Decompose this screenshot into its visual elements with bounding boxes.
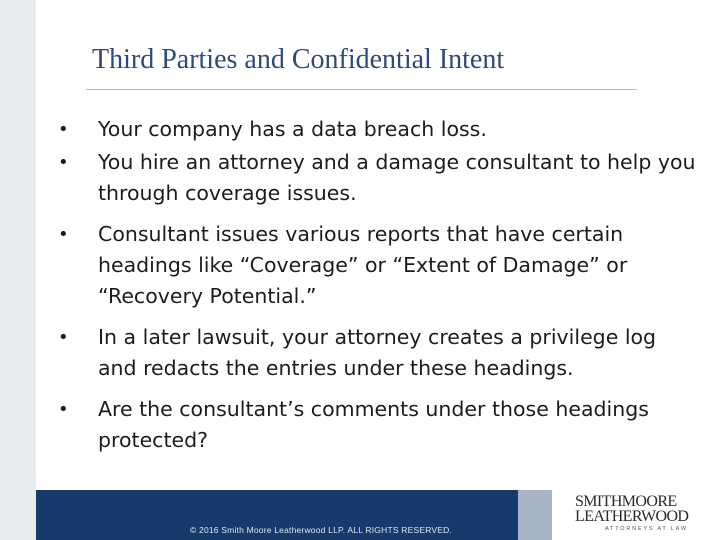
left-decorative-band — [0, 0, 36, 540]
copyright-notice: © 2016 Smith Moore Leatherwood LLP. ALL RIGHTS RESERVED. — [190, 525, 453, 535]
bullet-text: In a later lawsuit, your attorney creates a privilege log and redacts the entries under these headings. — [98, 325, 657, 380]
logo-line-1: SMITHMOORE — [575, 493, 677, 510]
logo-line-2: LEATHERWOOD — [575, 508, 689, 525]
title-divider — [86, 89, 637, 90]
bullet-item — [58, 219, 698, 312]
bullet-item — [58, 322, 698, 384]
logo-tagline: ATTORNEYS AT LAW — [605, 526, 688, 532]
bullet-marker: • — [58, 152, 69, 173]
bullet-marker: • — [58, 224, 69, 245]
bullet-list — [58, 114, 698, 466]
bullet-item — [58, 114, 698, 145]
slide-title: Third Parties and Confidential Intent — [92, 44, 505, 75]
bullet-text: Consultant issues various reports that have certain headings like “Coverage” or “Extent of Damage” or “Recovery Potential.” — [98, 222, 628, 308]
bullet-text: Are the consultant’s comments under those headings protected? — [98, 397, 649, 452]
bullet-marker: • — [58, 399, 69, 420]
bullet-text: Your company has a data breach loss. — [98, 117, 487, 141]
footer-accent-block — [518, 490, 552, 540]
bullet-marker: • — [58, 327, 69, 348]
firm-logo — [575, 494, 705, 532]
bullet-item — [58, 147, 698, 209]
bullet-text: You hire an attorney and a damage consultant to help you through coverage issues. — [98, 150, 696, 205]
bullet-marker: • — [58, 119, 69, 140]
bullet-item — [58, 394, 698, 456]
